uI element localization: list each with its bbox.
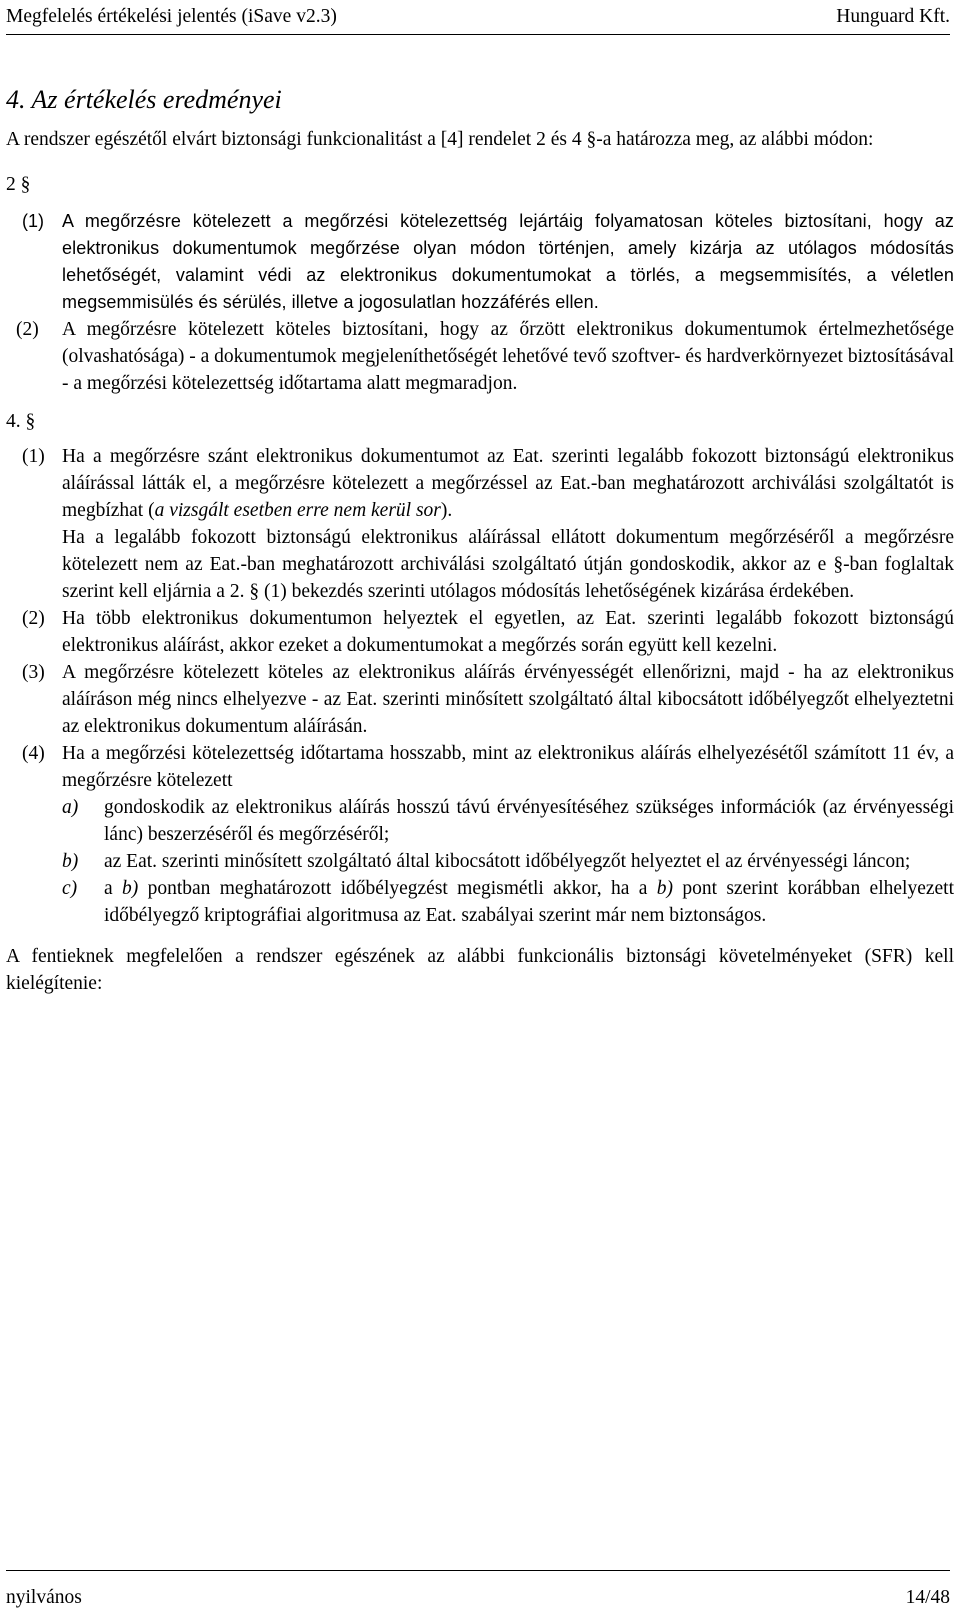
item-number: (2) xyxy=(22,608,45,629)
sub-item-text: gondoskodik az elektronikus aláírás hosszú távú érvényesítéséhez szükséges információk (az érvényességi lánc) beszerzéséről és megőrzéséről; xyxy=(104,797,954,845)
list-item xyxy=(6,659,954,740)
page-content xyxy=(6,84,954,997)
section-heading: 4. Az értékelés eredményei xyxy=(6,85,282,114)
list-item xyxy=(6,605,954,659)
closing-paragraph: A fentieknek megfelelően a rendszer egészének az alábbi funkcionális biztonsági követelményeket (SFR) kell kielégítenie: xyxy=(6,946,954,994)
item-text: A megőrzésre kötelezett köteles biztosítani, hogy az őrzött elektronikus dokumentumok értelmezhetősége (olvashatósága) - a dokumentumok megjeleníthetőségét lehetővé tevő szoftver- és hardverkörnyezet biztosításával - a megőrzési kötelezettség időtartama alatt megmaradjon. xyxy=(62,319,954,394)
sub-item-label: c) xyxy=(62,878,78,899)
list-item xyxy=(6,316,954,397)
section-4-label: 4. § xyxy=(6,411,36,432)
sub-item xyxy=(62,794,954,848)
sub-item xyxy=(62,848,954,875)
section-2-label: 2 § xyxy=(6,174,31,195)
item-number: (2) xyxy=(16,319,39,340)
item-text: Ha több elektronikus dokumentumon helyeztek el egyetlen, az Eat. szerinti legalább fokozott biztonságú elektronikus aláírást, akkor ezeket a dokumentumokat a megőrzés során együtt kell kezelni. xyxy=(62,608,954,656)
sub-item xyxy=(62,875,954,929)
item-number: (4) xyxy=(22,743,45,764)
item-continuation: Ha a legalább fokozott biztonságú elektronikus aláírással ellátott dokumentum megőrzéséről a megőrzésre kötelezett nem az Eat.-ban meghatározott archiválási szolgáltató útján gondoskodik, akkor az e §-ban foglaltak szerint kell eljárnia a 2. § (1) bekezdés szerinti utólagos módosítás lehetőségének kizárása érdekében. xyxy=(62,527,954,602)
page-number: 14/48 xyxy=(905,1587,950,1608)
list-item xyxy=(6,443,954,605)
section-4-list xyxy=(6,443,954,929)
page-footer xyxy=(6,1570,950,1611)
item-number: (1) xyxy=(22,211,44,231)
item-text: A megőrzésre kötelezett a megőrzési kötelezettség lejártáig folyamatosan köteles biztosítani, hogy az elektronikus dokumentumok megőrzése olyan módon történjen, amely kizárja az utólagos módosítás lehetőségét, valamint védi az elektronikus dokumentumokat a törlés, a megsemmisítés, a véletlen megsemmisülés és sérülés, illetve a jogosulatlan hozzáférés ellen. xyxy=(62,211,954,312)
intro-paragraph: A rendszer egészétől elvárt biztonsági funkcionalitást a [4] rendelet 2 és 4 §-a határozza meg, az alábbi módon: xyxy=(6,129,874,150)
sub-item-text: az Eat. szerinti minősített szolgáltató által kibocsátott időbélyegzőt helyeztet el az érvényességi láncon; xyxy=(104,851,911,872)
sub-item-label: b) xyxy=(62,851,79,872)
item-text: A megőrzésre kötelezett köteles az elektronikus aláírás érvényességét ellenőrizni, majd - ha az elektronikus aláíráson még nincs elhelyezve - az Eat. szerinti minősített szolgáltató által kibocsátott időbélyegzőt elhelyeztetni az elektronikus dokumentum aláírásán. xyxy=(62,662,954,737)
sub-item-label: a) xyxy=(62,797,79,818)
item-text: Ha a megőrzési kötelezettség időtartama hosszabb, mint az elektronikus aláírás elhelyezésétől számított 11 év, a megőrzésre kötelezett a) gondoskodik az elektronikus aláírás hosszú távú érvényesítéséhez szükséges információk (az érvényességi lánc) beszerzéséről és megőrzéséről; b) az Eat. szerinti minősített szolgáltató által kibocsátott időbélyegzőt helyeztet el az érvényességi láncon; c) a b) pontban meghatározott időbélyegzést megismétli akkor, ha a b) pont szerint korábban elhelyezett időbélyegző kriptográfiai algoritmusa az Eat. szabályai szerint már nem biztonságos. xyxy=(62,740,954,929)
page-header xyxy=(6,4,950,35)
classification-label: nyilvános xyxy=(6,1587,82,1608)
sub-item-text: a b) pontban meghatározott időbélyegzést megismétli akkor, ha a b) pont szerint korábban elhelyezett időbélyegző kriptográfiai algoritmusa az Eat. szabályai szerint már nem biztonságos. xyxy=(104,878,955,926)
item-number: (1) xyxy=(22,446,45,467)
item-text: Ha a megőrzésre szánt elektronikus dokumentumot az Eat. szerinti legalább fokozott biztonságú elektronikus aláírással látták el, a megőrzésre kötelezett a megőrzéssel az Eat.-ban meghatározott archiválási szolgáltatót is megbízhat (a vizsgált esetben erre nem kerül sor). Ha a legalább fokozott biztonságú elektronikus aláírással ellátott dokumentum megőrzéséről a megőrzésre kötelezett nem az Eat.-ban meghatározott archiválási szolgáltató útján gondoskodik, akkor az e §-ban foglaltak szerint kell eljárnia a 2. § (1) bekezdés szerinti utólagos módosítás lehetőségének kizárása érdekében. xyxy=(62,443,954,605)
item-number: (3) xyxy=(22,662,45,683)
company-name: Hunguard Kft. xyxy=(836,6,950,27)
list-item xyxy=(6,208,954,316)
document-title: Megfelelés értékelési jelentés (iSave v2.3) xyxy=(6,6,337,27)
section-2-list xyxy=(6,208,954,397)
list-item xyxy=(6,740,954,929)
